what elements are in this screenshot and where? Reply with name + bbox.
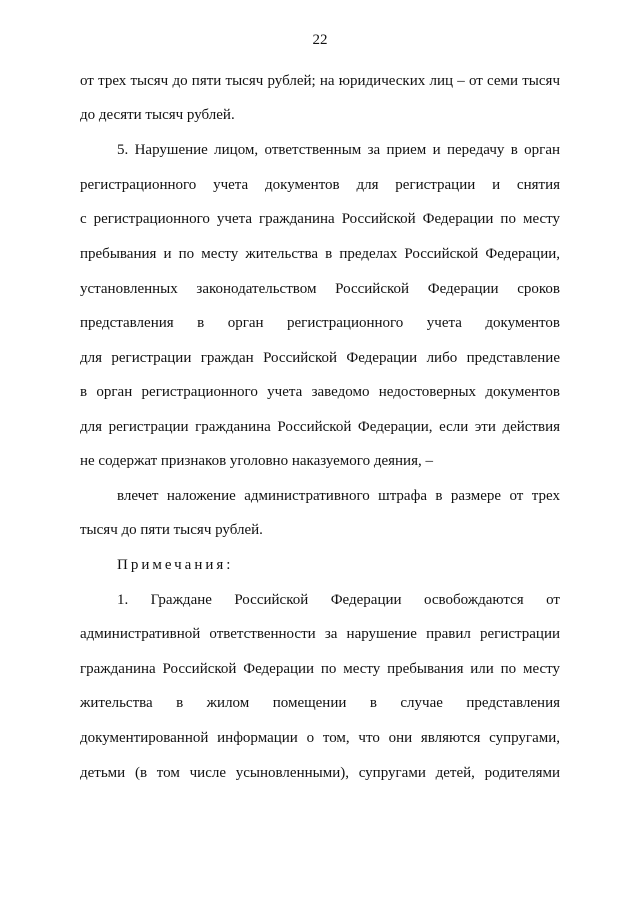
text-line: для регистрации гражданина Российской Федерации, если эти действия (80, 419, 560, 435)
text-line: тысяч до пяти тысяч рублей. (80, 522, 263, 538)
text-line: от трех тысяч до пяти тысяч рублей; на юридических лиц – от семи тысяч (80, 73, 560, 89)
text-line: для регистрации граждан Российской Федерации либо представление (80, 350, 560, 366)
text-line: жительства в жилом помещении в случае представления (80, 695, 560, 711)
text-line: не содержат признаков уголовно наказуемого деяния, – (80, 453, 433, 469)
text-line: представления в орган регистрационного учета документов (80, 315, 560, 331)
text-line: 1. Граждане Российской Федерации освобождаются от (117, 592, 560, 608)
text-line: детьми (в том числе усыновленными), супругами детей, родителями (80, 765, 560, 781)
text-line: до десяти тысяч рублей. (80, 107, 235, 123)
text-line: пребывания и по месту жительства в пределах Российской Федерации, (80, 246, 560, 262)
text-line: в орган регистрационного учета заведомо недостоверных документов (80, 384, 560, 400)
text-line: 5. Нарушение лицом, ответственным за прием и передачу в орган (117, 142, 560, 158)
text-line: административной ответственности за нарушение правил регистрации (80, 626, 560, 642)
text-line: установленных законодательством Российской Федерации сроков (80, 281, 560, 297)
text-line: регистрационного учета документов для регистрации и снятия (80, 177, 560, 193)
text-line: документированной информации о том, что они являются супругами, (80, 730, 560, 746)
text-line: с регистрационного учета гражданина Российской Федерации по месту (80, 211, 560, 227)
text-line: гражданина Российской Федерации по месту пребывания или по месту (80, 661, 560, 677)
page-number: 22 (312, 32, 328, 48)
text-line: влечет наложение административного штрафа в размере от трех (117, 488, 560, 504)
notes-heading: Примечания: (117, 557, 234, 573)
